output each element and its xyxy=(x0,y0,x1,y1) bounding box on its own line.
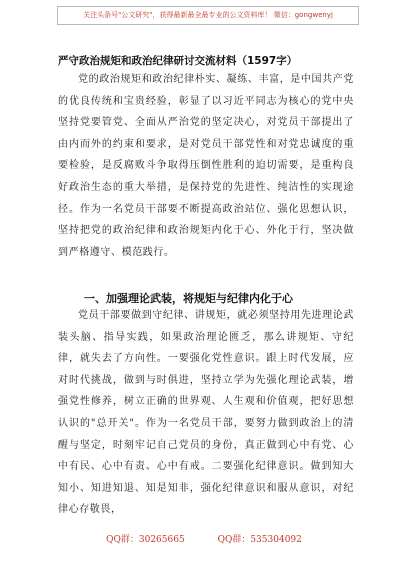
footer xyxy=(0,532,408,545)
paragraph-intro: 党的政治规矩和政治纪律朴实、凝练、丰富，是中国共产党的优良传统和宝贵经验，彰显了以习近平同志为核心的党中央坚持党要管党、全面从严治党的坚定决心，对党员干部提出了由内而外的约束和要求，是对党员干部党性和对党忠诚度的重要检验，是反腐败斗争取得压倒性胜利的迫切需要，是重构良好政治生态的重大举措，是保持党的先进性、纯洁性的实现途径。作为一名党员干部要不断提高政治站位、强化思想认识，坚持把党的政治纪律和政治规矩内化于心、外化于行，坚决做到严格遵守、模范践行。 xyxy=(58,74,354,258)
paragraph-section-1: 党员干部要做到守纪律、讲规矩，就必须坚持用先进理论武装头脑、指导实践，如果政治理论匮乏，那么讲规矩、守纪律，就失去了方向性。一要强化党性意识。跟上时代发展，应对时代挑战，做到与时俱进，坚持立学为先强化理论武装，增强党性修养，树立正确的世界观、人生观和价值观，把好思想认识的"总开关"。作为一名党员干部，要努力做到政治上的清醒与坚定，时刻牢记自己党员的身份，真正做到心中有党、心中有民、心中有责、心中有戒。二要强化纪律意识。做到知大知小、知进知退、知是知非，强化纪律意识和服从意识，对纪律心存敬畏， xyxy=(58,310,354,516)
section-heading-1: 一、加强理论武装，将规矩与纪律内化于心 xyxy=(84,292,293,305)
promo-banner: 关注头条号"公文研究"，获得最新最全最专业的公文资料库！ 微信：gongwenyj xyxy=(57,6,359,25)
footer-qq-group-2: QQ群：535304092 xyxy=(217,535,302,545)
document-title: 严守政治规矩和政治纪律研讨交流材料（1597字） xyxy=(58,55,298,67)
footer-qq-group-1: QQ群：30265665 xyxy=(106,535,185,545)
